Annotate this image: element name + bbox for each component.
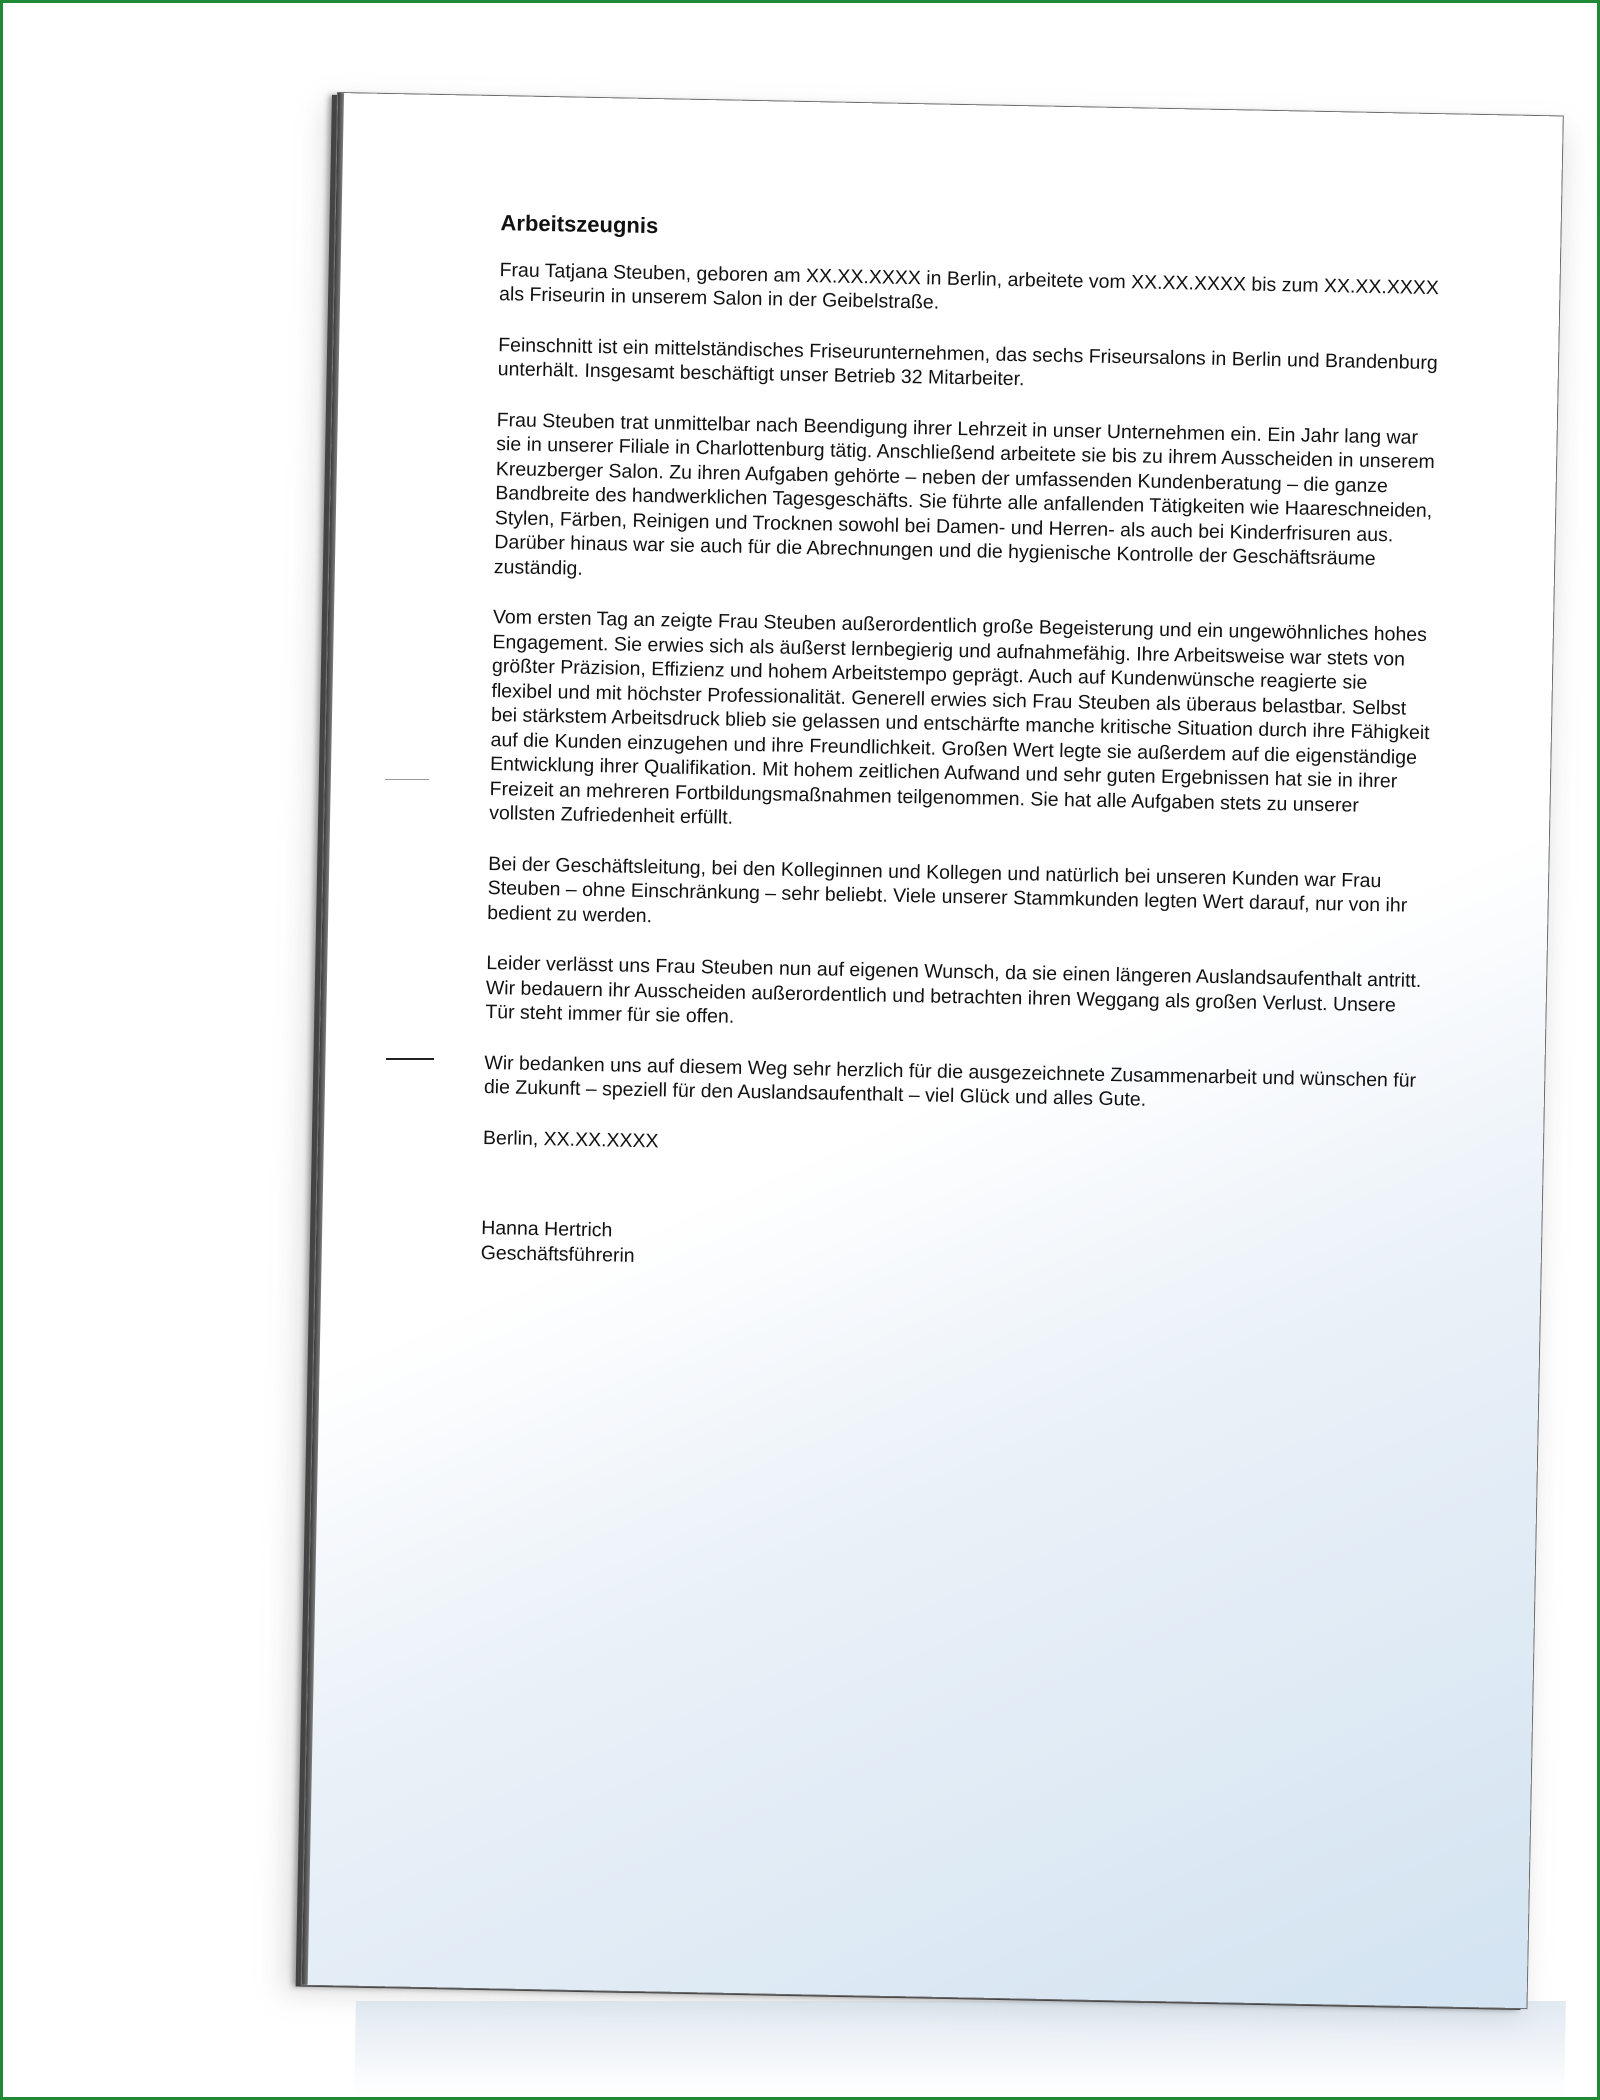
paragraph-company: Feinschnitt ist ein mittelständisches Friseurunternehmen, das sechs Friseursalons in Berlin und Brandenburg unterhält. Insgesamt beschäftigt unser Betrieb 32 Mitarbeiter. [497,333,1438,391]
document-sheet [302,93,1563,2008]
fold-mark [385,779,429,780]
paragraph-performance: Vom ersten Tag an zeigte Frau Steuben außerordentlich große Begeisterung und ein ungewöhnliches hohes Engagement. Sie erwies sich als äußerst lernbegierig und aufnahmefähig. Ihre Arbeitsweise war stets von größter Präzision, Effizienz und hohem Arbeitstempo geprägt. Auch auf Kundenwünsche reagierte sie flexibel und mit höchster Professionalität. Generell erwies sich Frau Steuben als überaus belastbar. Selbst bei stärkstem Arbeitsdruck blieb sie gelassen und entschärfte manche kritische Situation durch ihre Fähigkeit auf die Kunden einzugehen und ihre Freundlichkeit. Großen Wert legte sie außerdem auf die eigenständige Entwicklung ihrer Qualifikation. Mit hohem zeitlichen Aufwand und sehr guten Ergebnissen hat sie in ihrer Freizeit an mehreren Fortbildungsmaßnahmen teilgenommen. Sie hat alle Aufgaben stets zu unserer vollsten Zufriedenheit erfüllt. [488,606,1430,829]
document-title: Arbeitszeugnis [500,210,659,239]
paragraph-employment: Frau Tatjana Steuben, geboren am XX.XX.XXXX in Berlin, arbeitete vom XX.XX.XXXX bis zum XX.XX.XXXX als Friseurin in unserem Salon in der Geibelstraße. [498,258,1440,314]
signer-title: Geschäftsführerin [480,1241,635,1267]
paragraph-leaving: Leider verlässt uns Frau Steuben nun auf eigenen Wunsch, da sie einen längeren Auslandsaufenthalt antritt. Wir bedauern ihr Ausscheiden außerordentlich und betrachten ihren Weggang als großen Verlust. Unsere Tür steht immer für sie offen. [485,952,1422,1028]
document-body [481,211,1441,1283]
signature-block [481,1216,1422,1283]
sheet-reflection [354,2001,1566,2096]
paragraph-duties: Frau Steuben trat unmittelbar nach Beendigung ihrer Lehrzeit in unser Unternehmen ein. Ein Jahr lang war sie in unserer Filiale in Charlottenburg tätig. Anschließend arbeitete sie bis zu ihrem Ausscheiden in unserem Kreuzberger Salon. Zu ihren Aufgaben gehörte – neben der umfassenden Kundenberatung – die ganze Bandbreite des handwerklichen Tagesgeschäfts. Sie führte alle anfallenden Tätigkeiten wie Haareschneiden, Stylen, Färben, Reinigen und Trocknen sowohl bei Damen- und Herren- als auch bei Kinderfrisuren aus. Darüber hinaus war sie auch für die Abrechnungen und die hygienische Kontrolle der Geschäftsräume zuständig. [493,408,1435,580]
paragraph-closing: Wir bedanken uns auf diesem Weg sehr herzlich für die ausgezeichnete Zusammenarbeit und wünschen für die Zukunft – speziell für den Auslandsaufenthalt – viel Glück und alles Gute. [483,1051,1417,1111]
punch-mark [386,1058,434,1060]
paragraph-conduct: Bei der Geschäftsleitung, bei den Kolleginnen und Kollegen und natürlich bei unseren Kunden war Frau Steuben – ohne Einschränkung – sehr beliebt. Viele unserer Stammkunden legten Wert darauf, nur von ihr bedient zu werden. [487,852,1408,927]
signer-name: Hanna Hertrich [481,1216,613,1242]
place-date: Berlin, XX.XX.XXXX [482,1126,659,1152]
